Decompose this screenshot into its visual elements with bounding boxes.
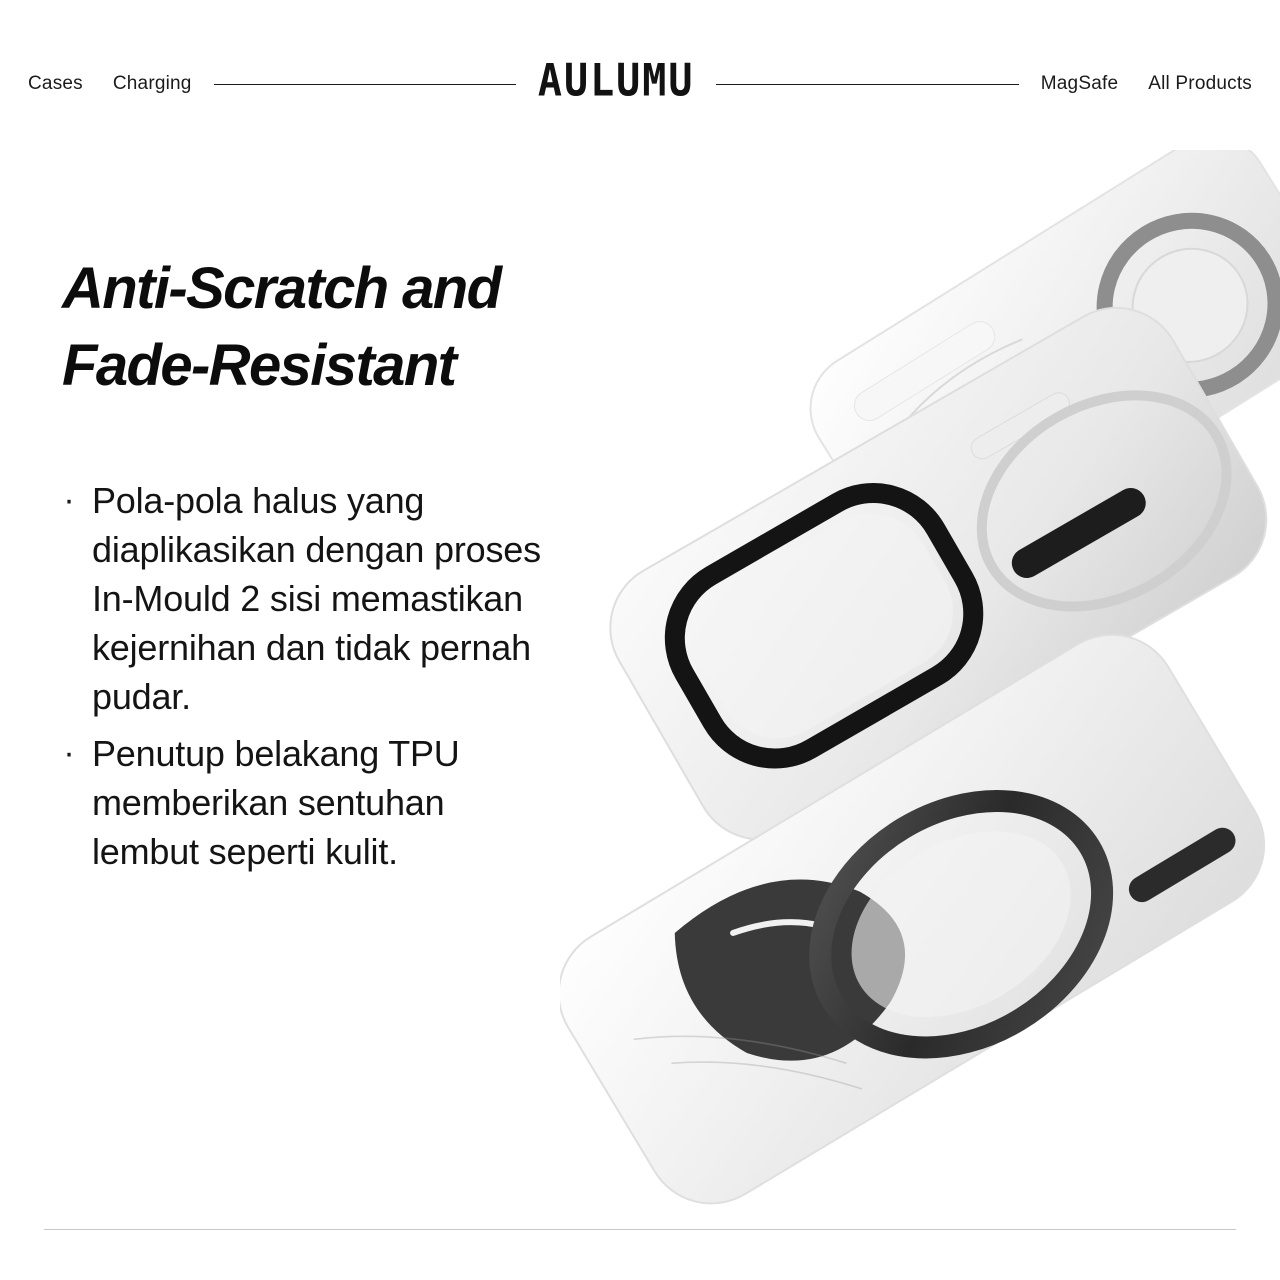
list-item (62, 476, 622, 721)
primary-nav-right (1041, 73, 1252, 95)
headline-line-2: Fade-Resistant (62, 333, 456, 399)
list-item (62, 729, 622, 876)
content-column (62, 250, 622, 884)
brand-logo[interactable]: AULUMU (537, 55, 695, 107)
feature-text: Pola-pola halus yang diaplikasikan dengan proses In-Mould 2 sisi memastikan kejernihan dan tidak pernah pudar. (92, 480, 541, 718)
footer-divider (44, 1229, 1236, 1230)
feature-text: Penutup belakang TPU memberikan sentuhan lembut seperti kulit. (92, 733, 460, 873)
bullet-marker-icon: · (63, 481, 75, 520)
page-title (62, 250, 622, 404)
nav-item-charging[interactable]: Charging (112, 73, 192, 94)
site-header (0, 0, 1280, 150)
feature-list (62, 476, 622, 876)
nav-item-magsafe[interactable]: MagSafe (1040, 73, 1119, 94)
header-divider-left (214, 84, 516, 85)
bullet-marker-icon: · (63, 734, 75, 773)
headline-line-1: Anti-Scratch and (62, 256, 501, 321)
nav-item-all-products[interactable]: All Products (1148, 73, 1252, 94)
primary-nav-left (28, 73, 192, 95)
product-image (560, 150, 1280, 1230)
nav-item-cases[interactable]: Cases (28, 73, 83, 94)
header-divider-right (716, 84, 1018, 85)
